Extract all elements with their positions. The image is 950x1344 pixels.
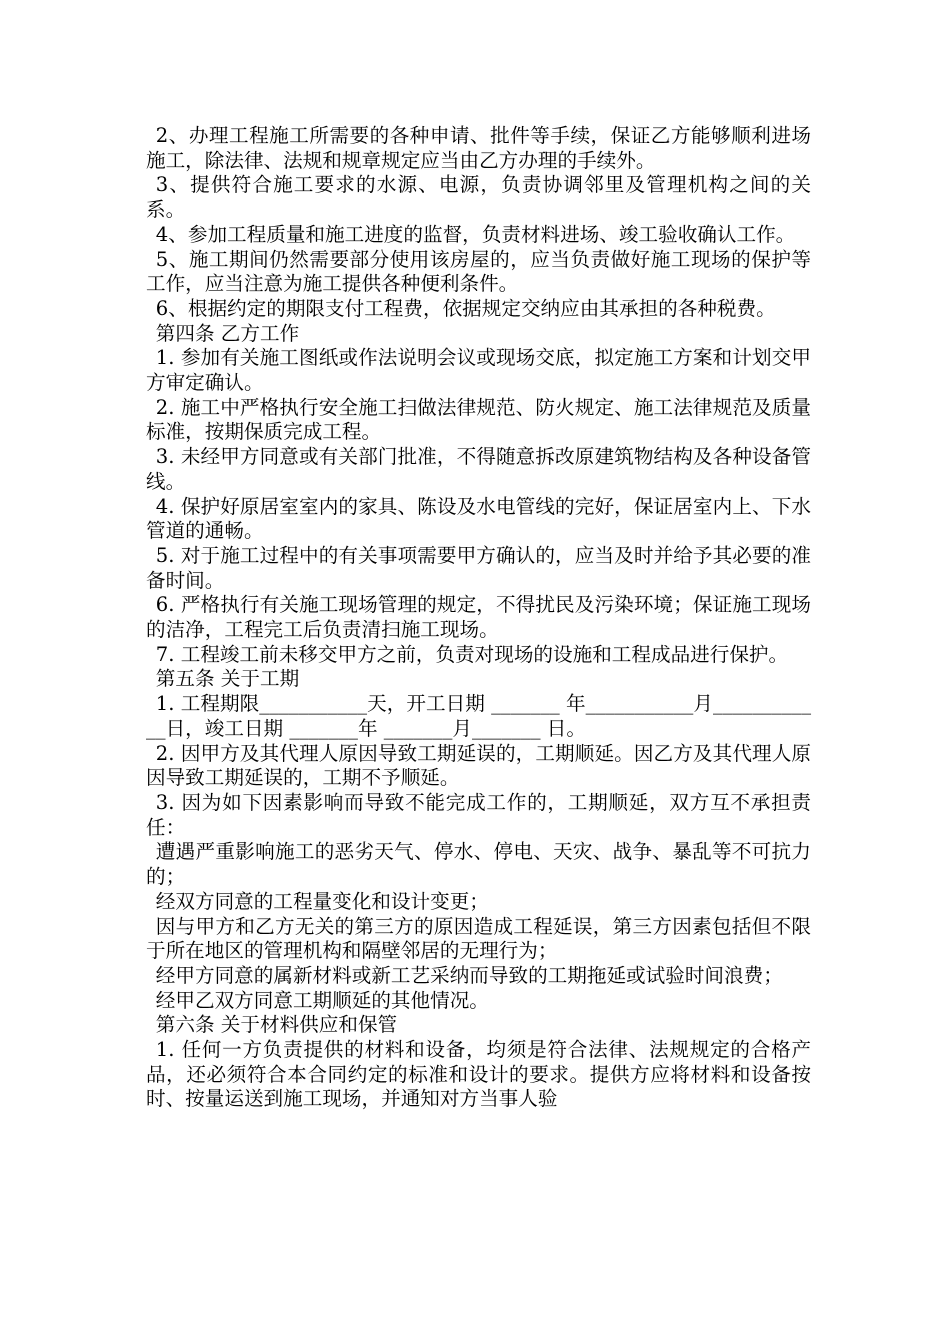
paragraph-party-b-item-5: 5. 对于施工过程中的有关事项需要甲方确认的，应当及时并给予其必要的准备时间。 bbox=[146, 543, 811, 592]
paragraph-party-a-item-6: 6、根据约定的期限支付工程费，依据规定交纳应由其承担的各种税费。 bbox=[155, 296, 776, 320]
article-5-heading: 第五条 关于工期 bbox=[155, 667, 300, 691]
paragraph-force-majeure: 遭遇严重影响施工的恶劣天气、停水、停电、天灾、战争、暴乱等不可抗力的； bbox=[146, 840, 811, 889]
article-6-heading: 第六条 关于材料供应和保管 bbox=[155, 1013, 398, 1037]
paragraph-party-a-item-3: 3、提供符合施工要求的水源、电源，负责协调邻里及管理机构之间的关系。 bbox=[146, 173, 811, 222]
paragraph-schedule-item-1: 1. 工程期限___________天，开工日期 _______ 年___________月____________日，竣工日期 _______年 _______月_______ 日。 bbox=[146, 692, 811, 740]
paragraph-party-b-item-2: 2. 施工中严格执行安全施工扫做法律规范、防火规定、施工法律规范及质量标准，按期保质完成工程。 bbox=[146, 395, 811, 444]
paragraph-design-change: 经双方同意的工程量变化和设计变更； bbox=[155, 889, 489, 913]
paragraph-third-party: 因与甲方和乙方无关的第三方的原因造成工程延误，第三方因素包括但不限于所在地区的管理机构和隔壁邻居的无理行为； bbox=[146, 914, 811, 963]
paragraph-party-b-item-7: 7. 工程竣工前未移交甲方之前，负责对现场的设施和工程成品进行保护。 bbox=[155, 642, 789, 666]
paragraph-party-a-item-5: 5、施工期间仍然需要部分使用该房屋的，应当负责做好施工现场的保护等工作，应当注意为施工提供各种便利条件。 bbox=[146, 247, 811, 296]
paragraph-schedule-item-3: 3. 因为如下因素影响而导致不能完成工作的，工期顺延，双方互不承担责任： bbox=[146, 790, 811, 839]
paragraph-party-b-item-3: 3. 未经甲方同意或有关部门批准，不得随意拆改原建筑物结构及各种设备管线。 bbox=[146, 445, 811, 493]
paragraph-party-b-item-6: 6. 严格执行有关施工现场管理的规定，不得扰民及污染环境；保证施工现场的洁净，工程完工后负责清扫施工现场。 bbox=[146, 593, 811, 642]
paragraph-party-b-item-1: 1. 参加有关施工图纸或作法说明会议或现场交底，拟定施工方案和计划交甲方审定确认。 bbox=[146, 346, 811, 395]
paragraph-other-cases: 经甲乙双方同意工期顺延的其他情况。 bbox=[155, 988, 489, 1012]
paragraph-new-materials: 经甲方同意的属新材料或新工艺采纳而导致的工期拖延或试验时间浪费； bbox=[155, 963, 783, 987]
article-4-heading: 第四条 乙方工作 bbox=[155, 321, 300, 345]
paragraph-party-a-item-4: 4、参加工程质量和施工进度的监督，负责材料进场、竣工验收确认工作。 bbox=[155, 222, 796, 246]
paragraph-schedule-item-2: 2. 因甲方及其代理人原因导致工期延误的，工期顺延。因乙方及其代理人原因导致工期延误的，工期不予顺延。 bbox=[146, 741, 811, 790]
document-body bbox=[146, 124, 811, 1112]
paragraph-materials-item-1: 1. 任何一方负责提供的材料和设备，均须是符合法律、法规规定的合格产品，还必须符合本合同约定的标准和设计的要求。提供方应将材料和设备按时、按量运送到施工现场，并通知对方当事人验 bbox=[146, 1038, 811, 1111]
paragraph-party-a-item-2: 2、办理工程施工所需要的各种申请、批件等手续，保证乙方能够顺利进场施工，除法律、法规和规章规定应当由乙方办理的手续外。 bbox=[146, 124, 811, 172]
paragraph-party-b-item-4: 4. 保护好原居室室内的家具、陈设及水电管线的完好，保证居室内上、下水管道的通畅。 bbox=[146, 494, 811, 543]
